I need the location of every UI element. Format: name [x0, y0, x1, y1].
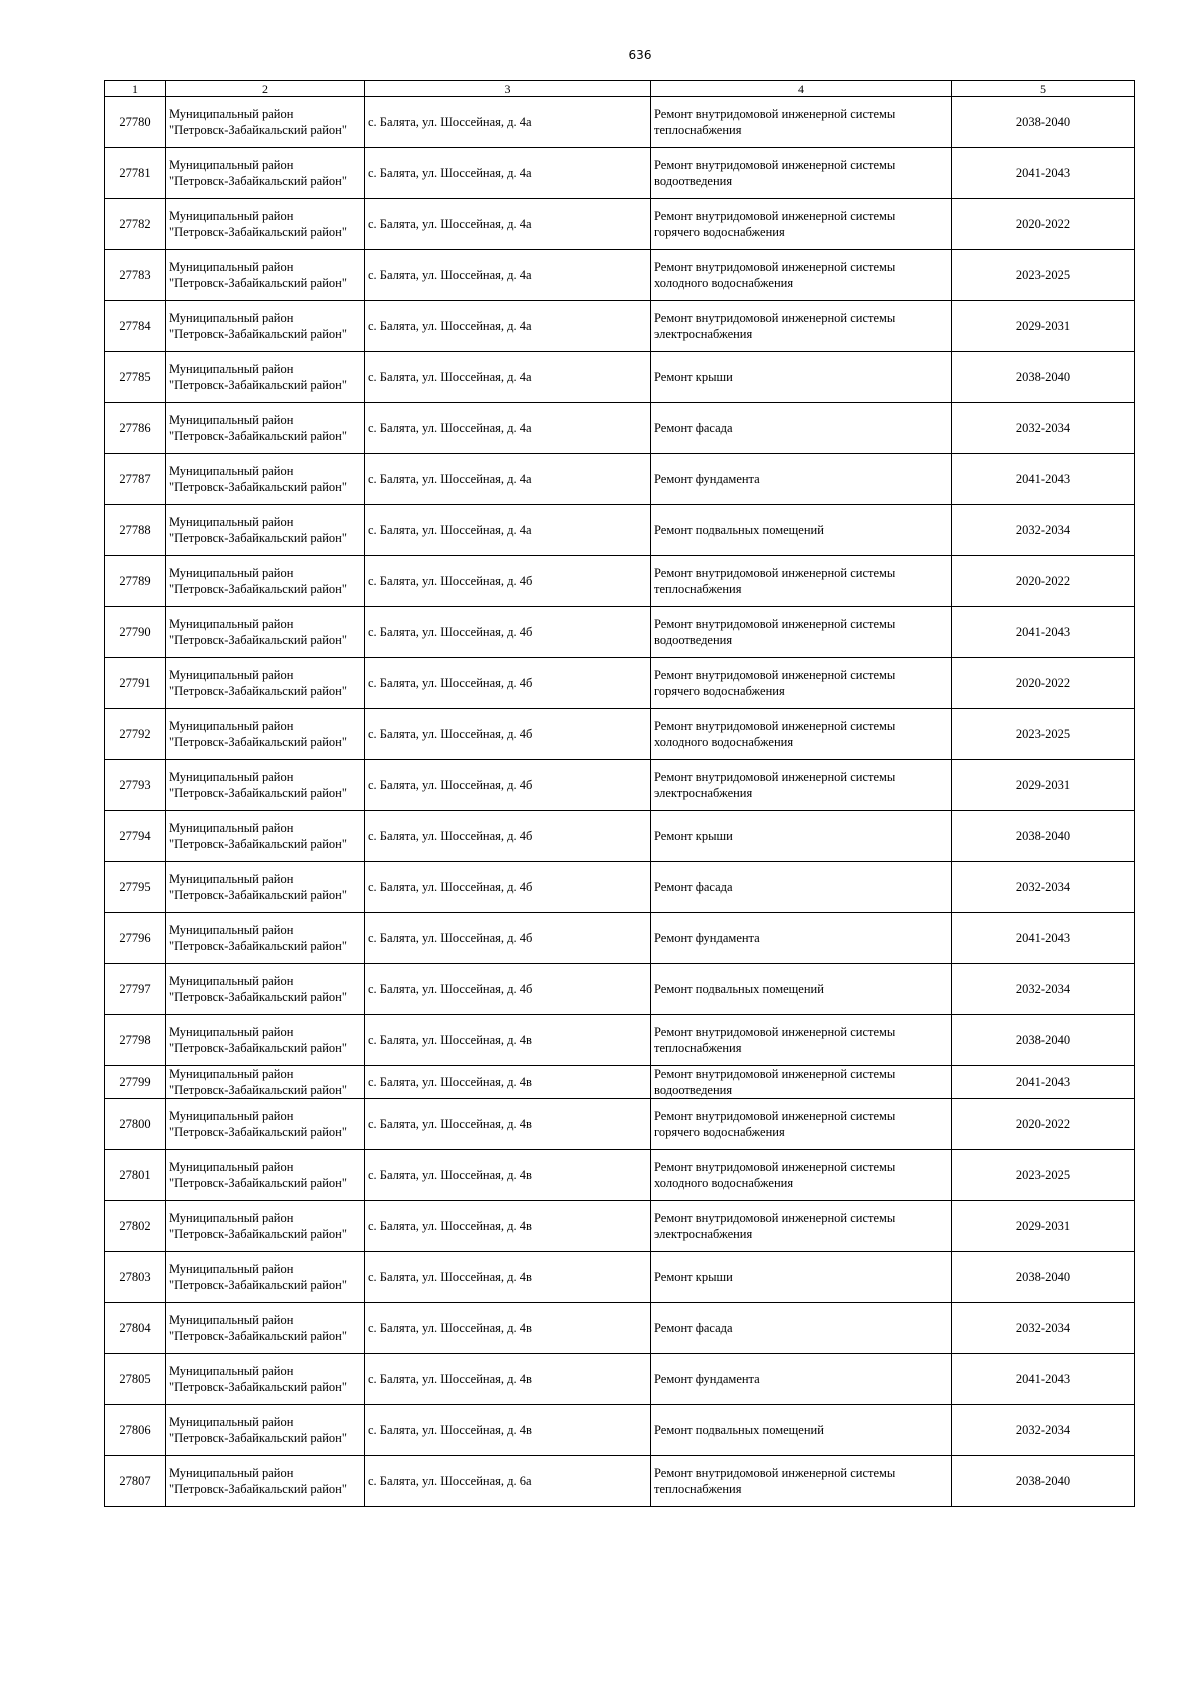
period-cell: 2020-2022: [952, 1099, 1135, 1150]
district-cell: [166, 1150, 365, 1201]
table-row: [105, 97, 1135, 148]
period-cell: 2020-2022: [952, 199, 1135, 250]
district-line: "Петровск-Забайкальский район": [169, 1176, 347, 1190]
row-number-cell: 27785: [105, 352, 166, 403]
address-cell: с. Балята, ул. Шоссейная, д. 4в: [365, 1405, 651, 1456]
work-type-line: теплоснабжения: [654, 1041, 742, 1055]
district-cell: [166, 1015, 365, 1066]
district-line: Муниципальный район: [169, 1160, 294, 1174]
work-type-line: горячего водоснабжения: [654, 1125, 785, 1139]
column-header: 5: [952, 81, 1135, 97]
address-cell: с. Балята, ул. Шоссейная, д. 4б: [365, 556, 651, 607]
address-cell: с. Балята, ул. Шоссейная, д. 4в: [365, 1150, 651, 1201]
period-cell: 2041-2043: [952, 148, 1135, 199]
work-type-cell: [651, 607, 952, 658]
work-type-line: холодного водоснабжения: [654, 276, 794, 290]
address-cell: с. Балята, ул. Шоссейная, д. 4б: [365, 658, 651, 709]
district-line: "Петровск-Забайкальский район": [169, 990, 347, 1004]
district-cell: [166, 1066, 365, 1099]
address-cell: с. Балята, ул. Шоссейная, д. 4в: [365, 1099, 651, 1150]
table-row: [105, 1099, 1135, 1150]
row-number-cell: 27801: [105, 1150, 166, 1201]
district-line: "Петровск-Забайкальский район": [169, 1329, 347, 1343]
work-type-line: Ремонт внутридомовой инженерной системы: [654, 1160, 896, 1174]
table-row: [105, 454, 1135, 505]
district-cell: [166, 148, 365, 199]
district-cell: [166, 964, 365, 1015]
district-cell: [166, 301, 365, 352]
row-number-cell: 27787: [105, 454, 166, 505]
work-type-line: горячего водоснабжения: [654, 684, 785, 698]
table-row: [105, 1354, 1135, 1405]
work-type-cell: [651, 1456, 952, 1507]
work-type-cell: [651, 1066, 952, 1099]
period-cell: 2038-2040: [952, 811, 1135, 862]
district-line: "Петровск-Забайкальский район": [169, 684, 347, 698]
work-type-line: Ремонт подвальных помещений: [654, 1423, 824, 1437]
district-line: "Петровск-Забайкальский район": [169, 480, 347, 494]
work-type-line: Ремонт внутридомовой инженерной системы: [654, 158, 896, 172]
row-number-cell: 27781: [105, 148, 166, 199]
table-row: [105, 250, 1135, 301]
period-cell: 2023-2025: [952, 250, 1135, 301]
work-type-line: Ремонт фундамента: [654, 1372, 760, 1386]
work-type-line: Ремонт крыши: [654, 370, 733, 384]
district-line: Муниципальный район: [169, 1364, 294, 1378]
work-type-cell: [651, 505, 952, 556]
district-line: "Петровск-Забайкальский район": [169, 837, 347, 851]
period-cell: 2038-2040: [952, 352, 1135, 403]
address-cell: с. Балята, ул. Шоссейная, д. 4а: [365, 403, 651, 454]
row-number-cell: 27797: [105, 964, 166, 1015]
period-cell: 2029-2031: [952, 760, 1135, 811]
address-cell: с. Балята, ул. Шоссейная, д. 4а: [365, 97, 651, 148]
period-cell: 2032-2034: [952, 505, 1135, 556]
district-line: Муниципальный район: [169, 974, 294, 988]
work-type-line: Ремонт внутридомовой инженерной системы: [654, 311, 896, 325]
work-type-line: Ремонт внутридомовой инженерной системы: [654, 1466, 896, 1480]
district-line: Муниципальный район: [169, 413, 294, 427]
district-line: "Петровск-Забайкальский район": [169, 1482, 347, 1496]
table-row: [105, 658, 1135, 709]
work-type-line: теплоснабжения: [654, 582, 742, 596]
district-cell: [166, 1252, 365, 1303]
district-cell: [166, 1354, 365, 1405]
district-line: Муниципальный район: [169, 311, 294, 325]
period-cell: 2032-2034: [952, 862, 1135, 913]
period-cell: 2029-2031: [952, 1201, 1135, 1252]
district-cell: [166, 760, 365, 811]
table-row: [105, 403, 1135, 454]
district-line: "Петровск-Забайкальский район": [169, 735, 347, 749]
row-number-cell: 27792: [105, 709, 166, 760]
table-body: [105, 81, 1135, 1507]
period-cell: 2023-2025: [952, 1150, 1135, 1201]
table-row: [105, 1201, 1135, 1252]
period-cell: 2032-2034: [952, 964, 1135, 1015]
work-type-cell: [651, 199, 952, 250]
table-row: [105, 607, 1135, 658]
column-header: 2: [166, 81, 365, 97]
period-cell: 2038-2040: [952, 1252, 1135, 1303]
row-number-cell: 27798: [105, 1015, 166, 1066]
address-cell: с. Балята, ул. Шоссейная, д. 4б: [365, 760, 651, 811]
work-type-cell: [651, 556, 952, 607]
district-line: "Петровск-Забайкальский район": [169, 327, 347, 341]
work-type-cell: [651, 1252, 952, 1303]
period-cell: 2029-2031: [952, 301, 1135, 352]
work-type-line: Ремонт фундамента: [654, 472, 760, 486]
district-line: Муниципальный район: [169, 719, 294, 733]
row-number-cell: 27804: [105, 1303, 166, 1354]
address-cell: с. Балята, ул. Шоссейная, д. 4а: [365, 505, 651, 556]
work-type-line: холодного водоснабжения: [654, 735, 794, 749]
work-type-line: холодного водоснабжения: [654, 1176, 794, 1190]
page-number: 636: [628, 48, 652, 62]
address-cell: с. Балята, ул. Шоссейная, д. 4в: [365, 1303, 651, 1354]
work-type-cell: [651, 403, 952, 454]
row-number-cell: 27795: [105, 862, 166, 913]
column-header: 4: [651, 81, 952, 97]
period-cell: 2041-2043: [952, 1066, 1135, 1099]
district-line: "Петровск-Забайкальский район": [169, 1431, 347, 1445]
row-number-cell: 27791: [105, 658, 166, 709]
work-type-cell: [651, 454, 952, 505]
work-type-cell: [651, 1099, 952, 1150]
table-row: [105, 964, 1135, 1015]
table-row: [105, 352, 1135, 403]
period-cell: 2041-2043: [952, 454, 1135, 505]
work-type-line: Ремонт внутридомовой инженерной системы: [654, 107, 896, 121]
district-line: "Петровск-Забайкальский район": [169, 582, 347, 596]
district-cell: [166, 403, 365, 454]
period-cell: 2038-2040: [952, 97, 1135, 148]
table-row: [105, 556, 1135, 607]
work-type-line: Ремонт внутридомовой инженерной системы: [654, 1025, 896, 1039]
work-type-line: Ремонт внутридомовой инженерной системы: [654, 770, 896, 784]
work-type-cell: [651, 1150, 952, 1201]
work-type-line: Ремонт внутридомовой инженерной системы: [654, 566, 896, 580]
address-cell: с. Балята, ул. Шоссейная, д. 6а: [365, 1456, 651, 1507]
address-cell: с. Балята, ул. Шоссейная, д. 4а: [365, 454, 651, 505]
column-header: 3: [365, 81, 651, 97]
district-line: Муниципальный район: [169, 1415, 294, 1429]
work-type-line: электроснабжения: [654, 327, 753, 341]
work-type-cell: [651, 862, 952, 913]
work-type-line: Ремонт внутридомовой инженерной системы: [654, 1109, 896, 1123]
work-type-line: Ремонт подвальных помещений: [654, 982, 824, 996]
work-type-line: водоотведения: [654, 174, 733, 188]
row-number-cell: 27782: [105, 199, 166, 250]
work-type-cell: [651, 148, 952, 199]
district-line: "Петровск-Забайкальский район": [169, 633, 347, 647]
work-type-cell: [651, 301, 952, 352]
work-type-cell: [651, 1354, 952, 1405]
district-cell: [166, 607, 365, 658]
work-type-line: Ремонт подвальных помещений: [654, 523, 824, 537]
district-line: "Петровск-Забайкальский район": [169, 1380, 347, 1394]
work-type-cell: [651, 97, 952, 148]
work-type-cell: [651, 1201, 952, 1252]
table-row: [105, 1303, 1135, 1354]
row-number-cell: 27807: [105, 1456, 166, 1507]
row-number-cell: 27805: [105, 1354, 166, 1405]
district-cell: [166, 250, 365, 301]
period-cell: 2041-2043: [952, 607, 1135, 658]
district-line: "Петровск-Забайкальский район": [169, 1041, 347, 1055]
district-line: "Петровск-Забайкальский район": [169, 888, 347, 902]
address-cell: с. Балята, ул. Шоссейная, д. 4а: [365, 199, 651, 250]
repair-schedule-table: [104, 80, 1135, 1507]
table-row: [105, 505, 1135, 556]
district-cell: [166, 505, 365, 556]
table-row: [105, 913, 1135, 964]
period-cell: 2032-2034: [952, 1405, 1135, 1456]
work-type-line: Ремонт внутридомовой инженерной системы: [654, 1067, 896, 1081]
address-cell: с. Балята, ул. Шоссейная, д. 4в: [365, 1066, 651, 1099]
row-number-cell: 27806: [105, 1405, 166, 1456]
work-type-line: Ремонт фасада: [654, 1321, 733, 1335]
work-type-cell: [651, 658, 952, 709]
column-header: 1: [105, 81, 166, 97]
district-line: Муниципальный район: [169, 923, 294, 937]
address-cell: с. Балята, ул. Шоссейная, д. 4б: [365, 607, 651, 658]
work-type-cell: [651, 352, 952, 403]
address-cell: с. Балята, ул. Шоссейная, д. 4а: [365, 148, 651, 199]
district-cell: [166, 1456, 365, 1507]
district-cell: [166, 97, 365, 148]
district-cell: [166, 1405, 365, 1456]
district-line: Муниципальный район: [169, 1313, 294, 1327]
row-number-cell: 27794: [105, 811, 166, 862]
period-cell: 2032-2034: [952, 1303, 1135, 1354]
address-cell: с. Балята, ул. Шоссейная, д. 4б: [365, 709, 651, 760]
row-number-cell: 27784: [105, 301, 166, 352]
row-number-cell: 27793: [105, 760, 166, 811]
district-line: Муниципальный район: [169, 872, 294, 886]
district-cell: [166, 913, 365, 964]
address-cell: с. Балята, ул. Шоссейная, д. 4в: [365, 1201, 651, 1252]
table-row: [105, 199, 1135, 250]
address-cell: с. Балята, ул. Шоссейная, д. 4в: [365, 1015, 651, 1066]
period-cell: 2038-2040: [952, 1456, 1135, 1507]
district-line: Муниципальный район: [169, 770, 294, 784]
work-type-line: теплоснабжения: [654, 123, 742, 137]
district-line: "Петровск-Забайкальский район": [169, 1083, 347, 1097]
work-type-cell: [651, 760, 952, 811]
district-cell: [166, 199, 365, 250]
work-type-line: Ремонт фасада: [654, 880, 733, 894]
table-row: [105, 1150, 1135, 1201]
work-type-line: горячего водоснабжения: [654, 225, 785, 239]
table-row: [105, 1066, 1135, 1099]
district-line: Муниципальный район: [169, 821, 294, 835]
work-type-cell: [651, 709, 952, 760]
table-row: [105, 1015, 1135, 1066]
work-type-cell: [651, 1405, 952, 1456]
district-line: "Петровск-Забайкальский район": [169, 276, 347, 290]
row-number-cell: 27783: [105, 250, 166, 301]
work-type-line: водоотведения: [654, 1083, 733, 1097]
district-line: Муниципальный район: [169, 1466, 294, 1480]
row-number-cell: 27789: [105, 556, 166, 607]
period-cell: 2020-2022: [952, 556, 1135, 607]
row-number-cell: 27800: [105, 1099, 166, 1150]
district-line: "Петровск-Забайкальский район": [169, 1227, 347, 1241]
district-line: Муниципальный район: [169, 1262, 294, 1276]
period-cell: 2038-2040: [952, 1015, 1135, 1066]
row-number-cell: 27803: [105, 1252, 166, 1303]
work-type-line: Ремонт крыши: [654, 1270, 733, 1284]
row-number-cell: 27796: [105, 913, 166, 964]
district-line: "Петровск-Забайкальский район": [169, 378, 347, 392]
district-cell: [166, 352, 365, 403]
table-row: [105, 760, 1135, 811]
period-cell: 2023-2025: [952, 709, 1135, 760]
work-type-line: Ремонт внутридомовой инженерной системы: [654, 668, 896, 682]
district-cell: [166, 1099, 365, 1150]
address-cell: с. Балята, ул. Шоссейная, д. 4б: [365, 913, 651, 964]
address-cell: с. Балята, ул. Шоссейная, д. 4в: [365, 1354, 651, 1405]
work-type-line: Ремонт внутридомовой инженерной системы: [654, 209, 896, 223]
address-cell: с. Балята, ул. Шоссейная, д. 4б: [365, 811, 651, 862]
work-type-line: электроснабжения: [654, 786, 753, 800]
table-row: [105, 148, 1135, 199]
work-type-cell: [651, 250, 952, 301]
district-cell: [166, 1303, 365, 1354]
table-row: [105, 709, 1135, 760]
table-row: [105, 301, 1135, 352]
district-line: "Петровск-Забайкальский район": [169, 786, 347, 800]
work-type-line: Ремонт внутридомовой инженерной системы: [654, 1211, 896, 1225]
address-cell: с. Балята, ул. Шоссейная, д. 4б: [365, 862, 651, 913]
table-row: [105, 1405, 1135, 1456]
table-row: [105, 811, 1135, 862]
period-cell: 2032-2034: [952, 403, 1135, 454]
district-line: Муниципальный район: [169, 464, 294, 478]
table-row: [105, 862, 1135, 913]
row-number-cell: 27802: [105, 1201, 166, 1252]
district-line: "Петровск-Забайкальский район": [169, 123, 347, 137]
row-number-cell: 27786: [105, 403, 166, 454]
period-cell: 2041-2043: [952, 1354, 1135, 1405]
district-cell: [166, 454, 365, 505]
district-line: Муниципальный район: [169, 362, 294, 376]
period-cell: 2041-2043: [952, 913, 1135, 964]
work-type-cell: [651, 964, 952, 1015]
work-type-line: электроснабжения: [654, 1227, 753, 1241]
work-type-line: Ремонт фундамента: [654, 931, 760, 945]
district-line: Муниципальный район: [169, 566, 294, 580]
district-line: Муниципальный район: [169, 1211, 294, 1225]
district-cell: [166, 1201, 365, 1252]
row-number-cell: 27788: [105, 505, 166, 556]
period-cell: 2020-2022: [952, 658, 1135, 709]
work-type-line: теплоснабжения: [654, 1482, 742, 1496]
district-cell: [166, 862, 365, 913]
district-line: Муниципальный район: [169, 617, 294, 631]
row-number-cell: 27799: [105, 1066, 166, 1099]
district-cell: [166, 811, 365, 862]
work-type-cell: [651, 811, 952, 862]
address-cell: с. Балята, ул. Шоссейная, д. 4в: [365, 1252, 651, 1303]
district-line: Муниципальный район: [169, 668, 294, 682]
district-cell: [166, 709, 365, 760]
address-cell: с. Балята, ул. Шоссейная, д. 4а: [365, 352, 651, 403]
work-type-line: Ремонт фасада: [654, 421, 733, 435]
work-type-cell: [651, 913, 952, 964]
district-line: Муниципальный район: [169, 260, 294, 274]
address-cell: с. Балята, ул. Шоссейная, д. 4а: [365, 301, 651, 352]
district-line: Муниципальный район: [169, 1109, 294, 1123]
district-cell: [166, 556, 365, 607]
work-type-line: водоотведения: [654, 633, 733, 647]
work-type-line: Ремонт внутридомовой инженерной системы: [654, 260, 896, 274]
district-line: "Петровск-Забайкальский район": [169, 939, 347, 953]
district-line: Муниципальный район: [169, 515, 294, 529]
address-cell: с. Балята, ул. Шоссейная, д. 4б: [365, 964, 651, 1015]
work-type-line: Ремонт внутридомовой инженерной системы: [654, 617, 896, 631]
district-line: "Петровск-Забайкальский район": [169, 225, 347, 239]
district-line: Муниципальный район: [169, 158, 294, 172]
work-type-line: Ремонт внутридомовой инженерной системы: [654, 719, 896, 733]
district-line: "Петровск-Забайкальский район": [169, 531, 347, 545]
district-line: Муниципальный район: [169, 107, 294, 121]
district-line: "Петровск-Забайкальский район": [169, 1125, 347, 1139]
district-line: "Петровск-Забайкальский район": [169, 429, 347, 443]
table-row: [105, 1252, 1135, 1303]
district-line: "Петровск-Забайкальский район": [169, 1278, 347, 1292]
work-type-line: Ремонт крыши: [654, 829, 733, 843]
district-cell: [166, 658, 365, 709]
district-line: Муниципальный район: [169, 209, 294, 223]
column-header-row: [105, 81, 1135, 97]
address-cell: с. Балята, ул. Шоссейная, д. 4а: [365, 250, 651, 301]
district-line: Муниципальный район: [169, 1067, 294, 1081]
row-number-cell: 27790: [105, 607, 166, 658]
table-row: [105, 1456, 1135, 1507]
district-line: "Петровск-Забайкальский район": [169, 174, 347, 188]
work-type-cell: [651, 1015, 952, 1066]
work-type-cell: [651, 1303, 952, 1354]
district-line: Муниципальный район: [169, 1025, 294, 1039]
row-number-cell: 27780: [105, 97, 166, 148]
